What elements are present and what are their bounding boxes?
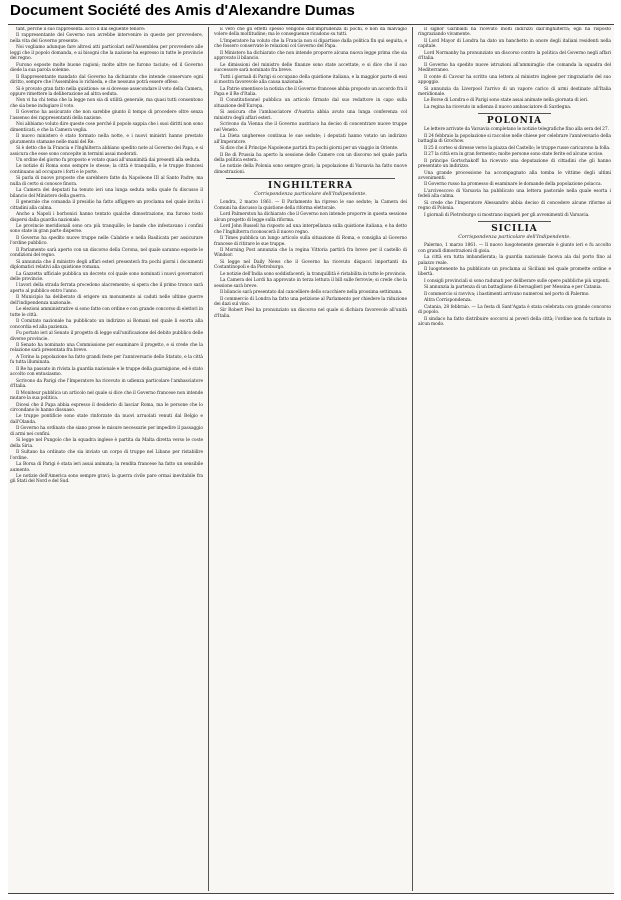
article-paragraph: Le dimissioni del ministro delle finanze sono state accettate, e si dice che il suo successore sarà nominato fra breve. [214, 62, 407, 74]
section-subtitle: Corrispondenza particolare dell'Indipendente. [458, 235, 571, 241]
article-paragraph: La Gazzetta ufficiale pubblica un decreto col quale sono nominati i nuovi governatori delle provincie. [10, 271, 203, 283]
article-paragraph: Il Governo ha spedito nuove istruzioni all'ammiraglio che comanda la squadra del Mediterraneo. [418, 62, 611, 74]
article-paragraph: Lord Palmerston ha dichiarato che il Governo non intende proporre in questa sessione alcun progetto di legge sulla riforma. [214, 212, 407, 223]
article-paragraph: Il commercio si ravviva; i bastimenti arrivano numerosi nel porto di Palermo. [424, 291, 590, 297]
article-paragraph: Si è detto che la Francia e l'Inghilterra abbiano spedito note al Governo del Papa, e si assicura che esse sono concepite in termini assai moderati. [10, 146, 203, 157]
column-3-lower-articles [418, 243, 611, 327]
article-paragraph: Dicesi che il Papa abbia espresso il desiderio di lasciar Roma, ma le persone che lo circondano lo hanno dissuaso. [10, 402, 203, 413]
article-paragraph: I lavori della strada ferrata procedono alacremente; si spera che il primo tronco sarà aperto al pubblico entro l'anno. [10, 283, 203, 294]
article-paragraph: Il Ministero ha dichiarato che non intende proporre alcuna nuova legge prima che sia approvato il bilancio. [214, 50, 407, 62]
article-paragraph: Sir Robert Peel ha pronunziato un discorso nel quale si dichiara favorevole all'unità d'Italia. [214, 308, 407, 319]
article-paragraph: Le elezioni amministrative si sono fatte con ordine e con grande concorso di elettori in tutte le città. [10, 307, 203, 318]
article-paragraph: Scrivono da Vienna che il Governo austriaco ha deciso di concentrare nuove truppe nel Veneto. [214, 122, 407, 133]
bottom-rule [8, 893, 614, 894]
article-paragraph: Le notizie di Roma sono sempre le stesse; la città è tranquilla, e le truppe francesi continuano ad occupare i forti e le porte. [10, 164, 203, 175]
article-paragraph: Il commercio di Londra ha fatto una petizione al Parlamento per chiedere la riduzione dei dazi sul vino. [214, 296, 407, 308]
article-paragraph: Il sindaco ha fatto distribuire soccorsi ai poveri della città; l'ordine non fu turbato in alcun modo. [418, 316, 611, 328]
article-paragraph: Si legge nel Pungolo che la squadra inglese è partita da Malta diretta verso le coste della Siria. [10, 438, 203, 449]
article-paragraph: Una grande processione ha accompagnato alla tomba le vittime degli ultimi avvenimenti. [418, 170, 611, 181]
column-2-lower-articles [214, 200, 407, 319]
article-paragraph: Il Times pubblica un lungo articolo sulla situazione di Roma, e consiglia al Governo francese di ritirare le sue truppe. [214, 236, 407, 247]
article-paragraph: Noi abbiamo voluto dire queste cose perché il popolo sappia che i suoi diritti non sono dimenticati, e che la Camera veglia. [10, 122, 203, 133]
article-paragraph: Il Moniteur pubblica un articolo nel quale si dice che il Governo francese non intende mutare la sua politica. [10, 390, 203, 402]
article-paragraph: Si è provato gran fatto nella quistione: se si dovesse assecondare il voto della Camera, oppure rimettere la deliberazione ad altra seduta. [10, 86, 203, 97]
article-paragraph: Si crede che l'Imperatore Alessandro abbia deciso di concedere alcune riforme al regno di Polonia. [418, 200, 611, 212]
article-paragraph: Il Parlamento sarà aperto con un discorso della Corona, nel quale saranno esposte le condizioni del regno. [10, 247, 203, 259]
column-3-middle-articles [418, 127, 611, 218]
article-paragraph: Il Rappresentante mandato dal Governo ha dichiarato che intende conservare ogni diritto, sempre che l'Assemblea lo richieda, e che nessuno potrà essere offeso. [10, 74, 203, 86]
section-subtitle: Corrispondenza particolare dell'Indipendente. [254, 192, 367, 198]
section-separator [478, 113, 551, 114]
article-paragraph: Non vi ha chi tema che la legge non sia di utilità generale, ma quasi tutti consentono che sia bene indugiare il voto. [10, 98, 203, 109]
article-paragraph: L'Imperatore ha voluto che la Francia non si dipartisse dalla politica fin qui seguita, e che fossero conservate le relazioni col Governo del Papa. [214, 38, 407, 50]
article-paragraph: Le Borse di Londra e di Parigi sono state assai animate nella giornata di ieri. [424, 98, 589, 104]
section-title-sicilia: SICILIA [491, 224, 538, 235]
article-paragraph: Palermo, 1 marzo 1861. — Il nuovo luogotenente generale è giunto ieri e fu accolto con grandi dimostrazioni di gioia. [418, 243, 611, 254]
article-paragraph: Il Morning Post annunzia che la regina Vittoria partirà fra breve per il castello di Windsor. [214, 247, 407, 259]
section-separator [226, 178, 395, 179]
article-paragraph: Le lettere arrivate da Varsavia completano le notizie telegrafiche fino alla sera del 27. [424, 127, 610, 133]
column-1 [10, 27, 203, 891]
article-paragraph: Si dice che il Principe Napoleone partirà fra pochi giorni per un viaggio in Oriente. [220, 146, 399, 152]
article-paragraph: I consigli provinciali si sono radunati per deliberare sulle opere pubbliche più urgenti. [424, 278, 610, 284]
article-paragraph: Il bilancio sarà presentato dal cancelliere dello scacchiere nella prossima settimana. [220, 290, 403, 296]
article-paragraph: Il luogotenente ha pubblicato un proclama ai Siciliani nel quale promette ordine e libertà. [418, 266, 611, 278]
article-paragraph: A Torino la popolazione ha fatto grandi feste per l'anniversario dello Statuto, e la città fu tutta illuminata. [10, 354, 203, 366]
article-paragraph: Le provincie meridionali sono ora più tranquille; le bande che infestavano i confini sono state in gran parte disperse. [10, 223, 203, 235]
article-paragraph: Si assicura che l'ambasciatore d'Austria abbia avuto una lunga conferenza col ministro degli affari esteri. [214, 110, 407, 121]
article-paragraph: Il Governo ha assicurato che non sarebbe giunto il tempo di procedere oltre senza l'assenso dei rappresentanti della nazione. [10, 110, 203, 121]
article-paragraph: La regina ha ricevuto in udienza il nuovo ambasciatore di Sardegna. [424, 104, 572, 110]
article-paragraph: È vero che gli effetti spesso vengono dall'imprudenza di pochi, e non da malvagio volere della moltitudine; ma le conseguenze ricadono su tutti. [214, 27, 407, 38]
article-paragraph: Il 24 febbraio la popolazione si raccolse nelle chiese per celebrare l'anniversario della battaglia di Grochow. [418, 133, 611, 145]
article-paragraph: Il generale che comanda il presidio ha fatto affiggere un proclama nel quale invita i cittadini alla calma. [10, 200, 203, 211]
article-paragraph: Il rappresentante del Governo non avrebbe intervenire in queste per provvedere, nella vita del Governo presente. [10, 33, 203, 44]
article-paragraph: Altra Corrispondenza. [424, 298, 472, 304]
column-2 [214, 27, 407, 891]
article-paragraph: Lord John Russell ha risposto ad una interpellanza sulla quistione italiana, e ha detto che l'Inghilterra riconoscerà il nuovo regno. [214, 224, 407, 235]
article-paragraph: Il principe Gortschakoff ha ricevuto una deputazione di cittadini che gli hanno presentato un indirizzo. [418, 158, 611, 170]
article-paragraph: Tutti i giornali di Parigi si occupano della quistione italiana, e la maggior parte di essi si mostra favorevole alla causa nazionale. [214, 74, 407, 86]
article-paragraph: Catania, 28 febbraio. — La festa di Sant'Agata è stata celebrata con grande concorso di popolo. [418, 304, 611, 316]
article-paragraph: Si annunzia da Liverpool l'arrivo di un vapore carico di armi destinate all'Italia meridionale. [418, 86, 611, 97]
article-paragraph: Noi vogliamo adunque fare altresì atti particolari nell'Assemblea per provvedere alle leggi che il popolo domanda, e ai bisogni che la nazione ha espresso in tutte le provincie del regno. [10, 45, 203, 62]
article-paragraph: Il Senato ha nominato una Commissione per esaminare il progetto, e si crede che la relazione sarà presentata fra breve. [10, 343, 203, 354]
column-3 [418, 27, 611, 891]
column-rule-right [412, 27, 413, 891]
article-paragraph: Le notizie della Polonia sono sempre gravi; la popolazione di Varsavia ha fatto nuove dimostrazioni. [214, 164, 407, 175]
column-3-upper-articles [418, 27, 611, 110]
article-paragraph: Si parla di nuove proposte che sarebbero fatte da Napoleone III al Santo Padre; ma nulla di certo si conosce finora. [10, 176, 203, 187]
article-paragraph: Si annunzia che il ministro degli affari esteri presenterà fra pochi giorni i documenti diplomatici relativi alla quistione romana. [10, 259, 203, 271]
article-paragraph: Il nuovo ministero è stato formato nella notte, e i nuovi ministri hanno prestato giuramento stamane nelle mani del Re. [10, 134, 203, 145]
article-paragraph: tant, perché il suo rappresenta. Ecco il dal seguente tenore: [16, 27, 146, 32]
article-paragraph: Il Governo ha ordinato che siano prese le misure necessarie per impedire il passaggio di armi nei confini. [10, 426, 203, 437]
article-paragraph: Il 27 la città era in gran fermento; molte persone sono state ferite ed alcune uccise. [424, 152, 604, 158]
article-paragraph: La Camera dei deputati ha tenuto ieri una lunga seduta nella quale fu discusso il bilancio del Ministero della guerra. [10, 188, 203, 199]
article-paragraph: La Patrie smentisce la notizia che il Governo francese abbia proposto un accordo fra il Papa e il Re d'Italia. [214, 86, 407, 97]
article-paragraph: Furono esposte molte buone ragioni; molte altre ne furono taciute; ed il Governo diede la sua parola solenne. [10, 62, 203, 74]
article-paragraph: Il Sultano ha ordinato che sia inviato un corpo di truppe nel Libano per ristabilire l'ordine. [10, 450, 203, 461]
article-paragraph: Le notizie dell'India sono soddisfacenti; la tranquillità è ristabilita in tutte le provincie. [220, 271, 407, 277]
article-paragraph: I giornali di Pietroburgo si mostrano inquieti per gli avvenimenti di Varsavia. [424, 212, 590, 218]
document-watermark: Document Société des Amis d'Alexandre Dumas [0, 0, 621, 22]
article-paragraph: Il Re di Prussia ha aperto la sessione delle Camere con un discorso nel quale parla della politica estera. [214, 152, 407, 163]
article-paragraph: Il Comitato nazionale ha pubblicato un indirizzo ai Romani nel quale li esorta alla concordia ed alla pazienza. [10, 319, 203, 330]
article-paragraph: Le truppe pontificie sono state rinforzate da nuovi arruolati venuti dal Belgio e dall'Olanda. [10, 414, 203, 425]
article-paragraph: Il Re ha passato in rivista la guardia nazionale e le truppe della guarnigione, ed è stato accolto con entusiasmo. [10, 366, 203, 378]
article-paragraph: Il 25 il corteo si diresse verso la piazza del Castello; le truppe russe caricarono la folla. [424, 145, 611, 151]
column-rule-left [208, 27, 209, 891]
article-paragraph: Il conte di Cavour ha scritto una lettera al ministro inglese per ringraziarlo del suo appoggio. [418, 74, 611, 86]
article-paragraph: Il Constitutionnel pubblica un articolo firmato dal suo redattore in capo sulla situazione dell'Europa. [214, 98, 407, 109]
article-paragraph: Il Governo russo ha promesso di esaminare le domande della popolazione polacca. [424, 182, 602, 188]
article-paragraph: Fu portato ieri al Senato il progetto di legge sull'unificazione del debito pubblico delle diverse provincie. [10, 331, 203, 342]
article-paragraph: Il Municipio ha deliberato di erigere un monumento ai caduti nelle ultime guerre dell'indipendenza nazionale. [10, 295, 203, 306]
article-paragraph: Si annunzia la partenza di un battaglione di bersaglieri per Messina e per Catania. [424, 285, 602, 291]
article-paragraph: Lord Normanby ha pronunziato un discorso contro la politica del Governo negli affari d'Italia. [418, 50, 611, 62]
article-paragraph: La Borsa di Parigi è stata ieri assai animata; la rendita francese ha fatto un sensibile aumento. [10, 462, 203, 473]
article-paragraph: Le notizie dell'America sono sempre gravi; la guerra civile pare ormai inevitabile fra gli Stati del Nord e del Sud. [10, 473, 203, 485]
article-paragraph: La città era tutta imbandierata; la guardia nazionale faceva ala dal porto fino al palazzo reale. [418, 255, 611, 266]
article-paragraph: Il signor Garibaldi ha ricevuto molti indirizzi dall'Inghilterra; egli ha risposto ringraziando vivamente. [418, 27, 611, 38]
section-separator [478, 221, 551, 222]
top-rule [8, 24, 614, 25]
article-paragraph: Londra, 2 marzo 1861. — Il Parlamento ha ripreso le sue sedute; la Camera dei Comuni ha discusso la quistione della riforma elettorale. [214, 200, 407, 211]
article-paragraph: La Camera dei Lordi ha approvato in terza lettura il bill sulle ferrovie; si crede che la sessione sarà breve. [214, 278, 407, 289]
article-paragraph: Anche a Napoli i borbonici hanno tentato qualche dimostrazione, ma furono tosto dispersi dalla guardia nazionale. [10, 212, 203, 223]
article-paragraph: Un ordine del giorno fu proposto e votato quasi all'unanimità dai presenti alla seduta. [16, 157, 201, 163]
column-2-upper-articles [214, 27, 407, 175]
article-paragraph: Il Governo ha spedito nuove truppe nelle Calabrie e nella Basilicata per assicurare l'ordine pubblico. [10, 235, 203, 247]
article-paragraph: La Dieta ungherese continua le sue sedute; i deputati hanno votato un indirizzo all'Imperatore. [214, 134, 407, 145]
article-paragraph: L'arcivescovo di Varsavia ha pubblicato una lettera pastorale nella quale esorta i fedeli alla calma. [418, 188, 611, 200]
section-title-inghilterra: INGHILTERRA [268, 181, 353, 192]
article-paragraph: Il Lord Mayor di Londra ha dato un banchetto in onore degli italiani residenti nella capitale. [418, 38, 611, 50]
article-paragraph: Si legge nel Daily News che il Governo ha ricevuto dispacci importanti da Costantinopoli e da Pietroburgo. [214, 259, 407, 271]
article-paragraph: Scrivono da Parigi che l'Imperatore ha ricevuto in udienza particolare l'ambasciatore d'Italia. [10, 378, 203, 390]
section-title-polonia: POLONIA [486, 116, 543, 127]
newspaper-page [8, 24, 614, 894]
